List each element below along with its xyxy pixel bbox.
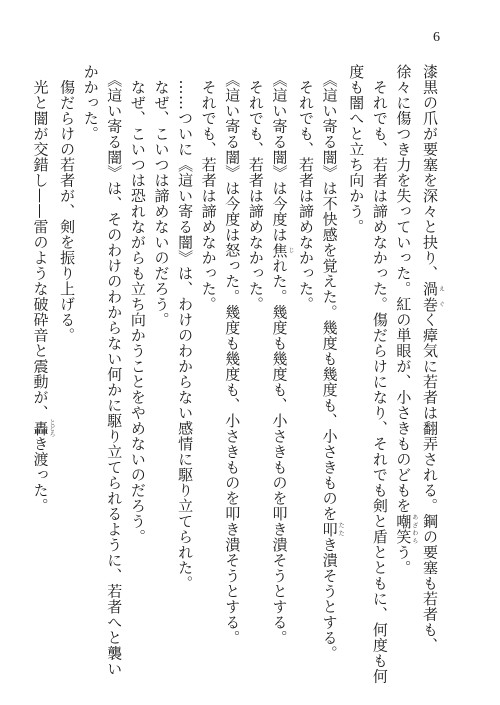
text-run: かかった。 — [81, 64, 100, 142]
text-line — [267, 64, 294, 644]
text-run: ……ついに《這い寄る闇》は、わけのわからない感情に駆り立てられた。 — [176, 64, 195, 591]
text-run: 光と闇が交錯し——雷のような破砕音と震動が、 — [31, 64, 50, 421]
ruby-base: 渦 — [421, 281, 439, 297]
ruby-annotation — [320, 521, 345, 538]
text-line — [172, 64, 196, 644]
ruby-reading: あざ — [410, 513, 418, 529]
ruby-annotation — [394, 513, 418, 530]
ruby-base: 叩 — [320, 521, 339, 537]
text-run: 《這い寄る闇》は不快感を覚えた。幾度も幾度も、小さきものを — [320, 64, 339, 522]
text-run: 度も闇へと立ち向かう。 — [347, 64, 366, 235]
text-line — [417, 64, 445, 653]
ruby-reading: じ — [286, 242, 294, 258]
text-run: き潰そうとする。 — [320, 537, 339, 661]
ruby-base: 嘲 — [394, 513, 413, 529]
text-run: う。 — [394, 544, 413, 576]
text-line — [367, 64, 391, 684]
text-run: それでも、若者は諦めなかった。傷だらけになり、それでも剣と盾とともに、何度も何 — [370, 64, 389, 684]
text-line — [125, 64, 149, 644]
text-run: き渡った。 — [31, 436, 50, 514]
text-run: 《這い寄る闇》は、そのわけのわからない何かに駆り立てられるように、若者へと襲い — [105, 64, 124, 677]
ruby-reading: とどろ — [48, 419, 55, 438]
ruby-base: 巻 — [421, 296, 439, 312]
text-line — [102, 64, 126, 677]
text-run: 徐々に傷つき力を失っていった。紅の単眼が、小さきものどもを — [394, 64, 413, 514]
ruby-reading: ぐ — [437, 296, 445, 312]
text-line — [317, 64, 345, 661]
ruby-base: 焦 — [270, 242, 289, 258]
vertical-text-body — [28, 64, 445, 684]
text-run: それでも、若者は諦めなかった。 — [297, 64, 316, 312]
text-line — [391, 64, 418, 644]
text-run: れた。幾度も幾度も、小さきものを叩き潰そうとする。 — [270, 258, 289, 646]
text-run: なぜ、こいつは諦めないのだろう。 — [152, 64, 171, 328]
text-run: く瘴気に若者は翻弄される。鋼の要塞も若者も、 — [421, 312, 439, 653]
text-line — [149, 64, 173, 644]
ruby-reading: え — [437, 281, 445, 297]
text-line — [243, 64, 267, 644]
text-run: それでも、若者は諦めなかった。 — [199, 64, 218, 312]
ruby-annotation — [421, 281, 445, 297]
text-run: それでも、若者は諦めなかった。 — [246, 64, 265, 312]
ruby-annotation — [421, 296, 445, 313]
ruby-reading: わら — [410, 529, 418, 545]
text-line — [78, 64, 102, 644]
text-line — [220, 64, 244, 644]
text-run: 漆黒の爪が要塞を深々と抉り、 — [421, 64, 439, 281]
text-line — [196, 64, 220, 644]
ruby-reading: たた — [337, 521, 345, 537]
text-run: なぜ、こいつは恐れながらも立ち向かうことをやめないのだろう。 — [128, 64, 147, 545]
ruby-base: 笑 — [394, 529, 413, 545]
ruby-annotation — [394, 529, 418, 545]
text-line — [293, 64, 317, 644]
text-line — [28, 64, 55, 644]
ruby-base: 轟 — [31, 419, 50, 438]
text-line — [344, 64, 368, 644]
ruby-annotation — [31, 419, 55, 438]
text-run: 傷だらけの若者が、剣を振り上げる。 — [58, 64, 77, 343]
page-number: 6 — [433, 30, 440, 45]
text-run: 《這い寄る闇》は今度は怒った。幾度も幾度も、小さきものを叩き潰そうとする。 — [223, 64, 242, 646]
text-line — [55, 64, 79, 644]
text-run: 《這い寄る闇》は今度は — [270, 64, 289, 243]
ruby-annotation — [270, 242, 294, 259]
